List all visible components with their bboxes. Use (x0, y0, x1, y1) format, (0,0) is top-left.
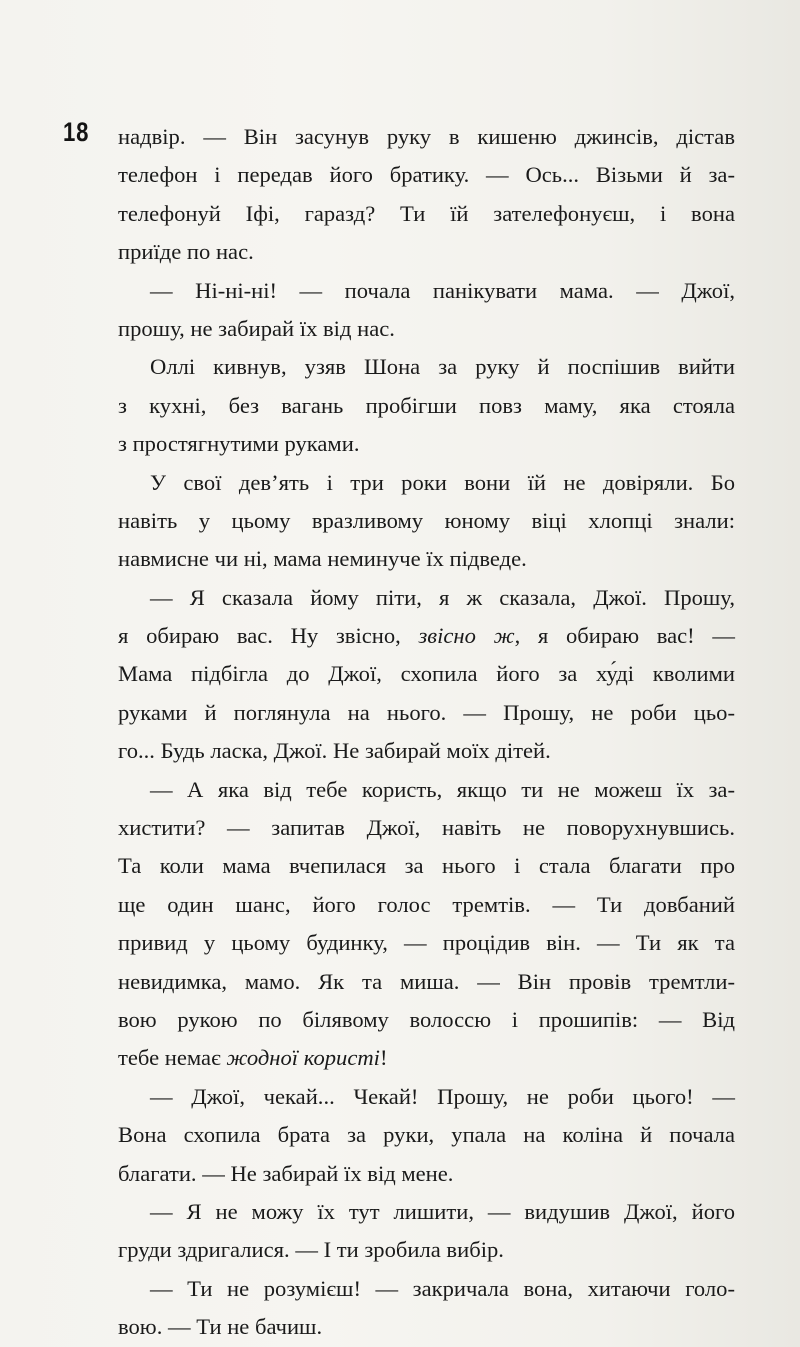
text-line: ще один шанс, його голос тремтів. — Ти довбаний (118, 891, 735, 917)
text-line: Мама підбігла до Джої, схопила його за ху́ді кволими (118, 661, 735, 687)
text-line: я обираю вас. Ну звісно, звісно ж, я обираю вас! — (118, 623, 735, 649)
text-line: тебе немає жодної користі! (118, 1045, 388, 1071)
text-line: — Ні-ні-ні! — почала панікувати мама. — Джої, (150, 277, 735, 303)
text-line: руками й поглянула на нього. — Прошу, не роби цьо- (118, 699, 735, 725)
text-line: У свої дев’ять і три роки вони їй не довіряли. Бо (150, 469, 735, 495)
text-line: го... Будь ласка, Джої. Не забирай моїх дітей. (118, 738, 551, 764)
text-line: — Ти не розумієш! — закричала вона, хитаючи голо- (150, 1275, 735, 1301)
text-line: Вона схопила брата за руки, упала на коліна й почала (118, 1122, 735, 1148)
text-line: навмисне чи ні, мама неминуче їх підведе. (118, 546, 527, 572)
text-line: — Я сказала йому піти, я ж сказала, Джої. Прошу, (150, 584, 735, 610)
paragraph (118, 1270, 735, 1347)
emphasis: жодної користі (226, 1045, 380, 1071)
text-line: груди здригалися. — І ти зробила вибір. (118, 1237, 504, 1263)
text-line: — А яка від тебе користь, якщо ти не можеш їх за- (150, 776, 735, 802)
text-line: телефон і передав його братику. — Ось... Візьми й за- (118, 162, 735, 188)
text-line: — Я не можу їх тут лишити, — видушив Джої, його (150, 1198, 735, 1224)
text-line: з кухні, без вагань пробігши повз маму, яка стояла (118, 392, 735, 418)
text-line: навіть у цьому вразливому юному віці хлопці знали: (118, 507, 735, 533)
paragraph (118, 118, 735, 272)
paragraph (118, 1193, 735, 1270)
text-line: приїде по нас. (118, 239, 254, 265)
paragraph (118, 771, 735, 1078)
text-line: телефонуй Іфі, гаразд? Ти їй зателефонуєш, і вона (118, 200, 735, 226)
paragraph (118, 464, 735, 579)
text-line: вою рукою по білявому волоссю і прошипів: — Від (118, 1006, 735, 1032)
text-line: надвір. — Він засунув руку в кишеню джинсів, дістав (118, 124, 735, 149)
text-line: благати. — Не забирай їх від мене. (118, 1160, 454, 1186)
paragraph (118, 348, 735, 463)
body-text (118, 118, 735, 1347)
text-line: хистити? — запитав Джої, навіть не поворухнувшись. (118, 815, 735, 841)
text-line: Оллі кивнув, узяв Шона за руку й поспішив вийти (150, 354, 735, 380)
paragraph (118, 579, 735, 771)
page-number: 18 (63, 117, 90, 147)
paragraph (118, 272, 735, 349)
text-line: Та коли мама вчепилася за нього і стала благати про (118, 853, 735, 879)
emphasis: звісно ж (418, 623, 515, 649)
text-line: з простягнутими руками. (118, 431, 360, 457)
paragraph (118, 1078, 735, 1193)
text-line: привид у цьому будинку, — процідив він. — Ти як та (118, 930, 735, 956)
text-line: вою. — Ти не бачиш. (118, 1314, 323, 1340)
text-line: — Джої, чекай... Чекай! Прошу, не роби цього! — (150, 1083, 735, 1109)
text-line: прошу, не забирай їх від нас. (118, 315, 395, 341)
text-line: невидимка, мамо. Як та миша. — Він провів тремтли- (118, 968, 735, 994)
